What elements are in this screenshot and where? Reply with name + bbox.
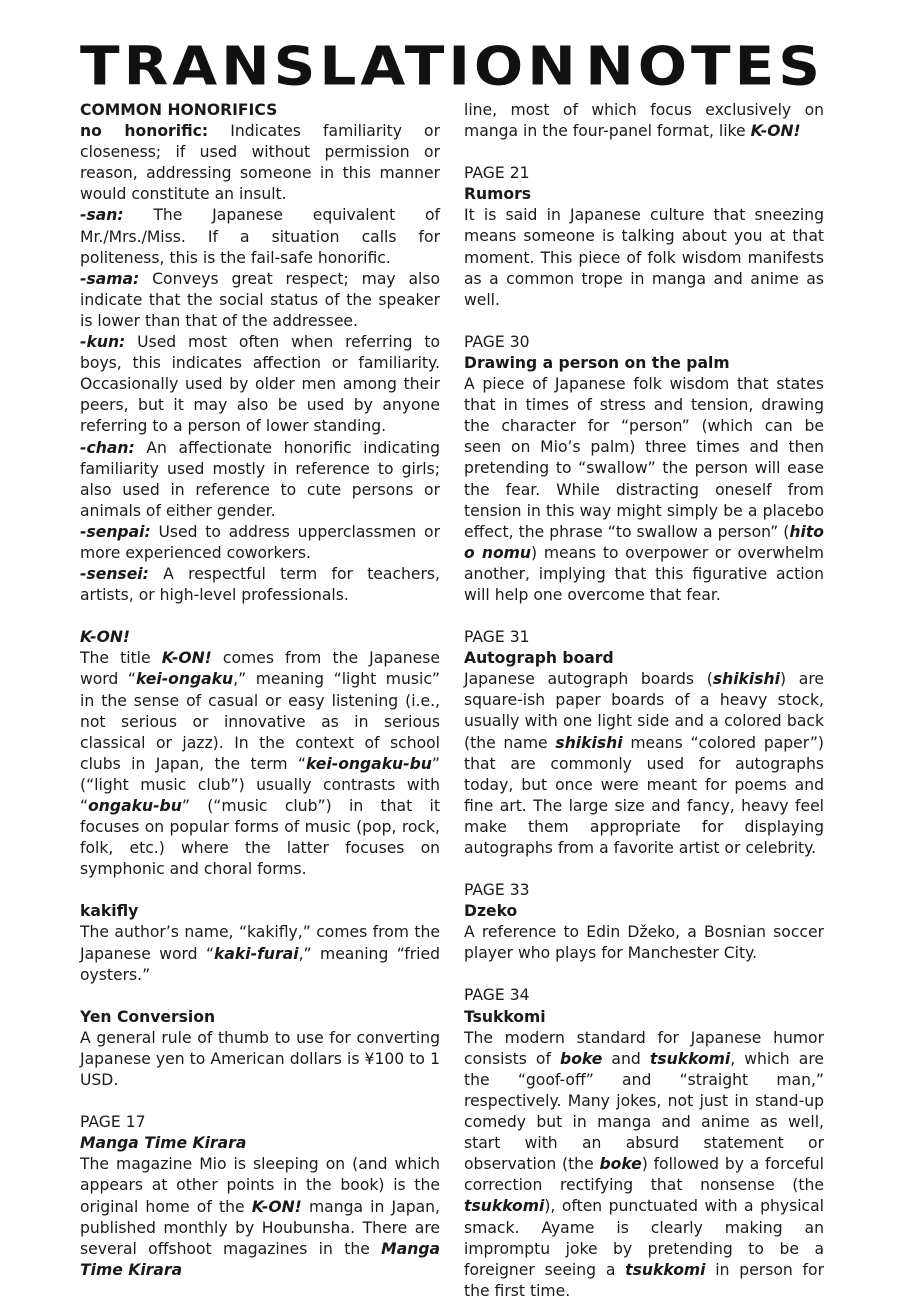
honorific-text: Conveys great respect; may also indicate that the social status of the speaker is lower than that of the addressee.	[80, 269, 440, 330]
honorific-term: -san:	[80, 206, 124, 225]
page-34-label: PAGE 34	[464, 986, 530, 1005]
page-30-text: A piece of Japanese folk wisdom that states that in times of stress and tension, drawing the character for “person” (which can be seen on Mio’s palm) three times and then pretending to “swallow” the person will ease the fear. While distracting oneself from tension in this way might simply be a placebo effect, the phrase “to swallow a person” (hito o nomu) means to overpower or overwhelm another, implying that this figurative action will help one overcome that fear.	[464, 375, 824, 604]
honorific-term: no honorific:	[80, 122, 209, 141]
honorific-term: -senpai:	[80, 522, 151, 541]
honorific-text: A respectful term for teachers, artists, or high-level professionals.	[80, 565, 440, 605]
page-31-text: Japanese autograph boards (shikishi) are square-ish paper boards of a heavy stock, usually with one light side and a colored back (the name shikishi means “colored paper”) that are commonly used for autographs today, but once were meant for poems and fine art. The large size and fancy, heavy feel make them appropriate for displaying autographs from a favorite artist or celebrity.	[464, 670, 824, 857]
kakifly-text: The author’s name, “kakifly,” comes from the Japanese word “kaki-furai,” meaning “fried oysters.”	[80, 923, 440, 984]
page-21-text: It is said in Japanese culture that sneezing means someone is talking about you at that moment. This piece of folk wisdom manifests as a common trope in manga and anime as well.	[464, 206, 824, 309]
honorific-text: The Japanese equivalent of Mr./Mrs./Miss. If a situation calls for politeness, this is the fail-safe honorific.	[80, 206, 440, 267]
honorific-term: -sama:	[80, 269, 140, 288]
page-30-heading: Drawing a person on the palm	[464, 353, 730, 372]
page-31-heading: Autograph board	[464, 649, 614, 668]
honorifics-heading: COMMON HONORIFICS	[80, 101, 278, 119]
page-33-label: PAGE 33	[464, 881, 530, 900]
page-33-heading: Dzeko	[464, 902, 518, 921]
honorific-entry	[80, 522, 440, 564]
honorific-text: An affectionate honorific indicating familiarity used mostly in reference to girls; also used in reference to cute persons or animals of either gender.	[80, 438, 440, 520]
left-column	[80, 100, 440, 1281]
page-17-continued: line, most of which focus exclusively on manga in the four-panel format, like K-ON!	[464, 101, 824, 141]
honorific-entry	[80, 332, 440, 437]
page-21-heading: Rumors	[464, 185, 532, 204]
page-17-text: The magazine Mio is sleeping on (and which appears at other points in the book) is the original home of the K-ON! manga in Japan, published monthly by Houbunsha. There are several offshoot magazines in the Manga Time Kirara	[80, 1155, 440, 1279]
page-30-label: PAGE 30	[464, 332, 530, 351]
page-17-label: PAGE 17	[80, 1113, 146, 1132]
honorific-entry	[80, 564, 440, 606]
honorific-text: Indicates familiarity or closeness; if used without permission or reason, addressing someone in this manner would constitute an insult.	[80, 122, 441, 204]
page-31-label: PAGE 31	[464, 628, 530, 647]
yen-text: A general rule of thumb to use for converting Japanese yen to American dollars is ¥100 to 1 USD.	[80, 1028, 440, 1090]
honorific-term: -kun:	[80, 333, 126, 352]
honorific-text: Used most often when referring to boys, this indicates affection or familiarity. Occasionally used by older men among their peers, but it may also be used by anyone referring to a person of lower standing.	[80, 333, 440, 436]
page-34-text: The modern standard for Japanese humor consists of boke and tsukkomi, which are the “goof-off” and “straight man,” respectively. Many jokes, not just in stand-up comedy but in manga and anime as well, start with an absurd statement or observation (the boke) followed by a forceful correction rectifying that nonsense (the tsukkomi), often punctuated with a physical smack. Ayame is clearly making an impromptu joke by pretending to be a foreigner seeing a tsukkomi in person for the first time.	[464, 1028, 825, 1300]
page-33-text: A reference to Edin Džeko, a Bosnian soccer player who plays for Manchester City.	[464, 923, 824, 963]
honorific-term: -chan:	[80, 438, 135, 457]
honorific-entry	[80, 205, 440, 268]
yen-heading: Yen Conversion	[80, 1007, 216, 1026]
kakifly-heading: kakifly	[80, 902, 139, 921]
honorific-text: Used to address upperclassmen or more experienced coworkers.	[80, 522, 440, 562]
kon-text: The title K-ON! comes from the Japanese word “kei-ongaku,” meaning “light music” in the sense of casual or easy listening (i.e., not serious or innovative as in serious classical or jazz). In the context of school clubs in Japan, the term “kei-ongaku-bu” (“light music club”) usually contrasts with “ongaku-bu” (“music club”) in that it focuses on popular forms of music (pop, rock, folk, etc.) where the latter focuses on symphonic and choral forms.	[80, 649, 440, 879]
title-word-translation: TRANSLATION	[80, 34, 580, 98]
page-17-heading: Manga Time Kirara	[80, 1134, 247, 1153]
page-21-label: PAGE 21	[464, 164, 530, 183]
page-34-heading: Tsukkomi	[464, 1007, 546, 1026]
page-title	[80, 34, 824, 98]
honorific-entry	[80, 269, 440, 332]
honorific-entry	[80, 121, 440, 205]
right-column	[464, 100, 824, 1302]
honorific-entry	[80, 438, 440, 522]
kon-heading: K-ON!	[80, 628, 131, 647]
title-word-notes: NOTES	[585, 34, 824, 98]
honorific-term: -sensei:	[80, 565, 149, 584]
